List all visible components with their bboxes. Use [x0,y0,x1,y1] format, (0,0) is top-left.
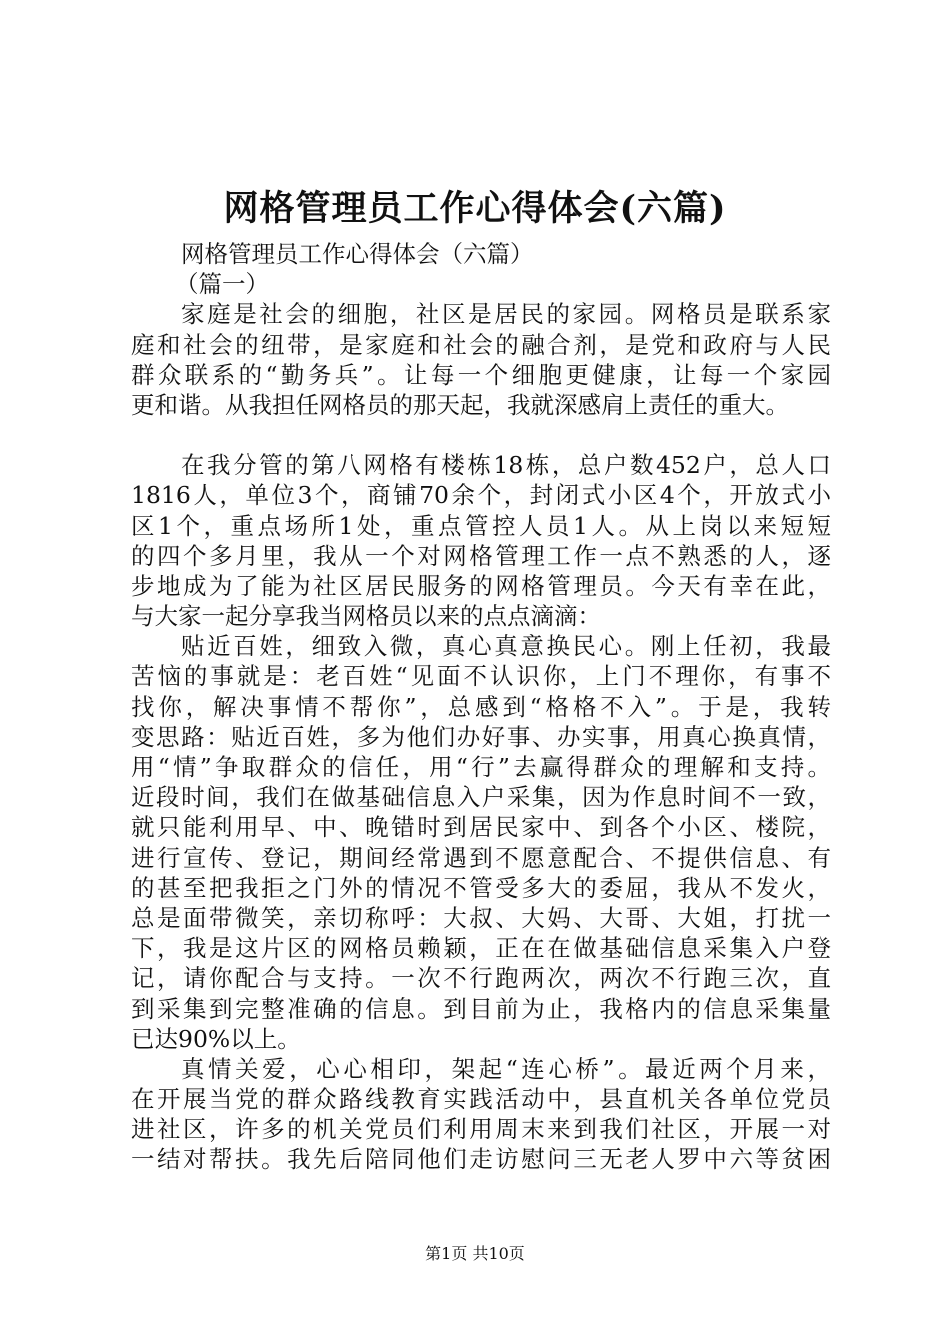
paragraph-line: 一结对帮扶。我先后陪同他们走访慰问三无老人罗中六等贫困 [131,1145,831,1174]
paragraph-line: 与大家一起分享我当网格员以来的点点滴滴： [131,602,601,631]
paragraph-line: 已达90%以上。 [131,1024,301,1053]
paragraph-line: 总是面带微笑，亲切称呼：大叔、大妈、大哥、大姐，打扰一 [131,903,831,932]
paragraph-line: 1816人，单位3个，商铺70余个，封闭式小区4个，开放式小 [131,481,831,510]
paragraph-line: 苦恼的事就是：老百姓“见面不认识你，上门不理你，有事不 [131,662,831,691]
paragraph-line: 群众联系的“勤务兵”。让每一个细胞更健康，让每一个家园 [131,360,831,389]
paragraph-line: 记，请你配合与支持。一次不行跑两次，两次不行跑三次，直 [131,964,831,993]
paragraph-3 [131,631,831,1054]
paragraph-line: 变思路：贴近百姓，多为他们办好事、办实事，用真心换真情， [131,722,831,751]
paragraph-line: 的四个多月里，我从一个对网格管理工作一点不熟悉的人，逐 [131,541,831,570]
paragraph-line: 到采集到完整准确的信息。到目前为止，我格内的信息采集量 [131,994,831,1023]
paragraph-line: 下，我是这片区的网格员赖颖，正在在做基础信息采集入户登 [131,934,831,963]
paragraph-line: 更和谐。从我担任网格员的那天起，我就深感肩上责任的重大。 [131,390,789,419]
paragraph-line: 真情关爱，心心相印，架起“连心桥”。最近两个月来， [181,1054,831,1083]
paragraph-2 [131,450,831,631]
paragraph-line: 在我分管的第八网格有楼栋18栋，总户数452户，总人口 [181,451,831,480]
paragraph-line: 家庭是社会的细胞，社区是居民的家园。网格员是联系家 [181,300,831,329]
paragraph-4 [131,1054,831,1175]
paragraph-line: 的甚至把我拒之门外的情况不管受多大的委屈，我从不发火， [131,873,831,902]
paragraph-line: 区1个，重点场所1处，重点管控人员1人。从上岗以来短短 [131,511,831,540]
document-subtitle: 网格管理员工作心得体会（六篇） [181,240,534,268]
paragraph-line: 在开展当党的群众路线教育实践活动中，县直机关各单位党员 [131,1085,831,1114]
document-body [131,239,831,1175]
paragraph-line: 找你，解决事情不帮你”，总感到“格格不入”。于是，我转 [131,692,831,721]
paragraph-line: 近段时间，我们在做基础信息入户采集，因为作息时间不一致， [131,783,831,812]
paragraph-line: 就只能利用早、中、晚错时到居民家中、到各个小区、楼院， [131,813,831,842]
paragraph-1 [131,299,831,420]
paragraph-line: 庭和社会的纽带，是家庭和社会的融合剂，是党和政府与人民 [131,330,831,359]
paragraph-line: 贴近百姓，细致入微，真心真意换民心。刚上任初，我最 [181,632,831,661]
paragraph-line: 用“情”争取群众的信任，用“行”去赢得群众的理解和支持。 [131,753,831,781]
paragraph-line: 步地成为了能为社区居民服务的网格管理员。今天有幸在此， [131,571,831,600]
section-heading: （篇一） [175,270,269,299]
document-title: 网格管理员工作心得体会(六篇) [223,188,727,229]
paragraph-gap [131,420,831,450]
page-number-footer: 第1页 共10页 [425,1244,525,1263]
paragraph-line: 进社区，许多的机关党员们利用周末来到我们社区，开展一对 [131,1115,831,1144]
paragraph-line: 进行宣传、登记，期间经常遇到不愿意配合、不提供信息、有 [131,843,831,872]
